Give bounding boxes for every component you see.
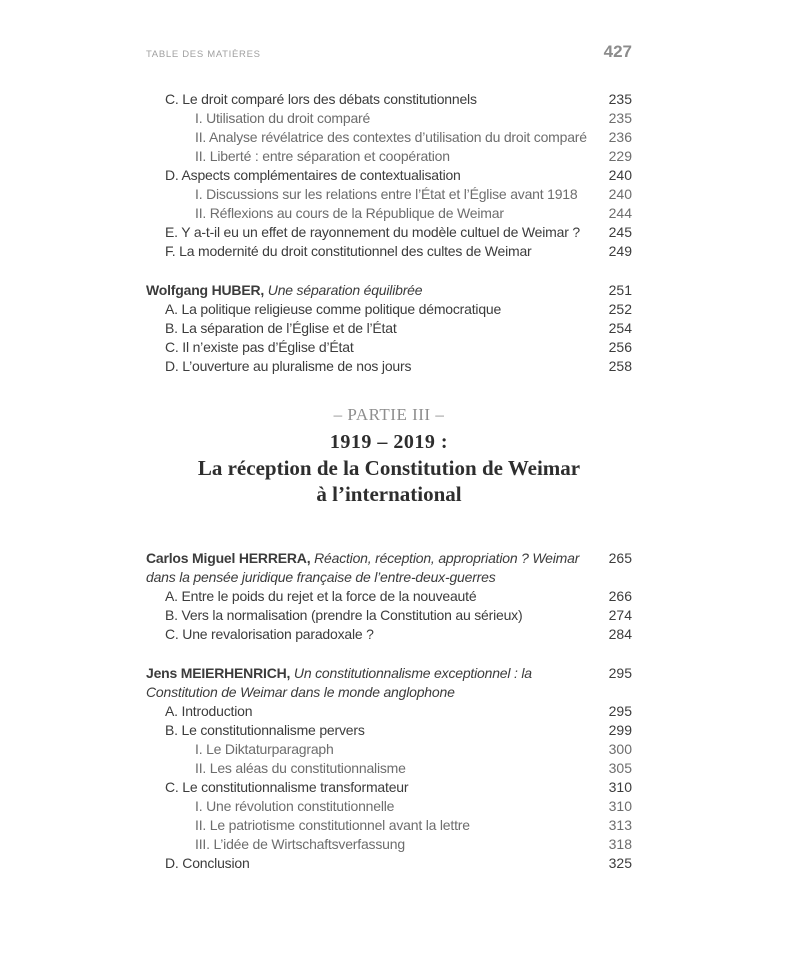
toc-entry-label: F. La modernité du droit constitutionnel des cultes de Weimar bbox=[165, 243, 532, 259]
toc-entry-label: B. Le constitutionnalisme pervers bbox=[165, 722, 365, 738]
toc-entry-page: 229 bbox=[608, 148, 632, 164]
toc-entry-label: C. Le constitutionnalisme transformateur bbox=[165, 779, 409, 795]
page-number: 427 bbox=[603, 42, 632, 61]
toc-entry-page: 256 bbox=[608, 339, 632, 355]
toc-entry-page: 295 bbox=[608, 703, 632, 719]
toc-entry-page: 305 bbox=[608, 760, 632, 776]
toc-entry bbox=[146, 797, 632, 816]
toc-entry-page: 235 bbox=[608, 91, 632, 107]
toc-entry-label: C. Une revalorisation paradoxale ? bbox=[165, 626, 374, 642]
toc-entry bbox=[146, 740, 632, 759]
toc-entry-label: E. Y a-t-il eu un effet de rayonnement du modèle cultuel de Weimar ? bbox=[165, 224, 580, 240]
toc-entry-page: 295 bbox=[608, 665, 632, 681]
toc-entry-page: 235 bbox=[608, 110, 632, 126]
author-name: Carlos Miguel HERRERA, bbox=[146, 550, 311, 566]
toc-section-meierhenrich bbox=[146, 664, 632, 873]
toc-entry-label: C. Le droit comparé lors des débats constitutionnels bbox=[165, 91, 477, 107]
toc-entry bbox=[146, 357, 632, 376]
toc-author-row bbox=[146, 664, 632, 683]
toc-author-row bbox=[146, 281, 632, 300]
author-name: Wolfgang HUBER, bbox=[146, 282, 265, 298]
toc-entry bbox=[146, 625, 632, 644]
toc-entry-page: 244 bbox=[608, 205, 632, 221]
author-line bbox=[146, 282, 422, 298]
toc-entry-page: 266 bbox=[608, 588, 632, 604]
toc-entry bbox=[146, 90, 632, 109]
toc-section-1 bbox=[146, 90, 632, 261]
toc-entry bbox=[146, 242, 632, 261]
author-name: Jens MEIERHENRICH, bbox=[146, 665, 291, 681]
toc-entry-label: I. Utilisation du droit comparé bbox=[195, 110, 371, 126]
toc-entry-label: A. La politique religieuse comme politique démocratique bbox=[165, 301, 502, 317]
toc-entry-page: 299 bbox=[608, 722, 632, 738]
toc-entry bbox=[146, 300, 632, 319]
toc-entry-label: II. Le patriotisme constitutionnel avant la lettre bbox=[195, 817, 470, 833]
toc-entry bbox=[146, 854, 632, 873]
part-title-line-2: à l’international bbox=[316, 482, 462, 506]
part-title-line-1: La réception de la Constitution de Weimar bbox=[197, 456, 581, 480]
toc-entry-label: B. Vers la normalisation (prendre la Constitution au sérieux) bbox=[165, 607, 523, 623]
toc-entry-page: 325 bbox=[608, 855, 632, 871]
toc-section-herrera bbox=[146, 549, 632, 644]
toc-entry-label: A. Entre le poids du rejet et la force de la nouveauté bbox=[165, 588, 477, 604]
toc-entry-page: 318 bbox=[608, 836, 632, 852]
toc-entry-label: A. Introduction bbox=[165, 703, 253, 719]
toc-entry-page: 284 bbox=[608, 626, 632, 642]
toc-entry-page: 265 bbox=[608, 550, 632, 566]
toc-entry bbox=[146, 223, 632, 242]
toc-entry-label: D. Conclusion bbox=[165, 855, 250, 871]
running-title: TABLE DES MATIÈRES bbox=[146, 49, 261, 60]
toc-section-huber bbox=[146, 281, 632, 376]
toc-entry-page: 254 bbox=[608, 320, 632, 336]
toc-entry-label: II. Les aléas du constitutionnalisme bbox=[195, 760, 406, 776]
toc-entry bbox=[146, 606, 632, 625]
toc-entry bbox=[146, 778, 632, 797]
toc-entry-page: 310 bbox=[608, 798, 632, 814]
toc-entry-page: 245 bbox=[608, 224, 632, 240]
toc-entry-label: I. Une révolution constitutionnelle bbox=[195, 798, 395, 814]
author-line bbox=[146, 665, 532, 681]
toc-entry-label: I. Le Diktaturparagraph bbox=[195, 741, 334, 757]
toc-entry-page: 258 bbox=[608, 358, 632, 374]
toc-entry bbox=[146, 147, 632, 166]
work-title: Un constitutionnalisme exceptionnel : la bbox=[293, 665, 532, 681]
part-label: – PARTIE III – bbox=[333, 405, 445, 424]
part-heading bbox=[146, 404, 632, 507]
part-years-line: 1919 – 2019 : bbox=[329, 431, 449, 453]
toc-entry-label: B. La séparation de l’Église et de l’État bbox=[165, 320, 397, 336]
toc-entry-page: 249 bbox=[608, 243, 632, 259]
toc-entry-label: C. Il n’existe pas d’Église d’État bbox=[165, 339, 354, 355]
work-title: Réaction, réception, appropriation ? Weimar bbox=[314, 550, 580, 566]
toc-entry bbox=[146, 816, 632, 835]
toc-entry-page: 236 bbox=[608, 129, 632, 145]
toc-entry-label: D. Aspects complémentaires de contextualisation bbox=[165, 167, 461, 183]
toc-entry bbox=[146, 204, 632, 223]
toc-entry bbox=[146, 166, 632, 185]
author-line bbox=[146, 550, 579, 566]
page-header bbox=[146, 42, 632, 62]
toc-entry-label: II. Liberté : entre séparation et coopération bbox=[195, 148, 450, 164]
toc-entry-page: 300 bbox=[608, 741, 632, 757]
toc-entry-page: 313 bbox=[608, 817, 632, 833]
toc-entry bbox=[146, 759, 632, 778]
toc-entry bbox=[146, 835, 632, 854]
toc-entry-label: II. Analyse révélatrice des contextes d’utilisation du droit comparé bbox=[195, 129, 587, 145]
toc-entry-page: 310 bbox=[608, 779, 632, 795]
toc-entry-page: 251 bbox=[608, 282, 632, 298]
work-title-continuation: dans la pensée juridique française de l’entre-deux-guerres bbox=[146, 569, 496, 585]
text-column bbox=[146, 0, 632, 976]
toc-entry bbox=[146, 338, 632, 357]
toc-entry-page: 274 bbox=[608, 607, 632, 623]
toc-entry-label: I. Discussions sur les relations entre l’État et l’Église avant 1918 bbox=[195, 186, 578, 202]
toc-entry-page: 240 bbox=[608, 167, 632, 183]
toc-entry-page: 240 bbox=[608, 186, 632, 202]
toc-entry bbox=[146, 587, 632, 606]
toc-entry bbox=[146, 185, 632, 204]
toc-entry-label: D. L’ouverture au pluralisme de nos jours bbox=[165, 358, 412, 374]
toc-entry bbox=[146, 319, 632, 338]
toc-entry-page: 252 bbox=[608, 301, 632, 317]
toc-entry bbox=[146, 109, 632, 128]
work-title-continuation: Constitution de Weimar dans le monde anglophone bbox=[146, 684, 455, 700]
toc-entry bbox=[146, 721, 632, 740]
work-title: Une séparation équilibrée bbox=[267, 282, 423, 298]
toc-entry-label: III. L’idée de Wirtschaftsverfassung bbox=[195, 836, 405, 852]
toc-author-row bbox=[146, 549, 632, 568]
toc-entry bbox=[146, 702, 632, 721]
toc-entry bbox=[146, 128, 632, 147]
toc-entry-label: II. Réflexions au cours de la République de Weimar bbox=[195, 205, 504, 221]
